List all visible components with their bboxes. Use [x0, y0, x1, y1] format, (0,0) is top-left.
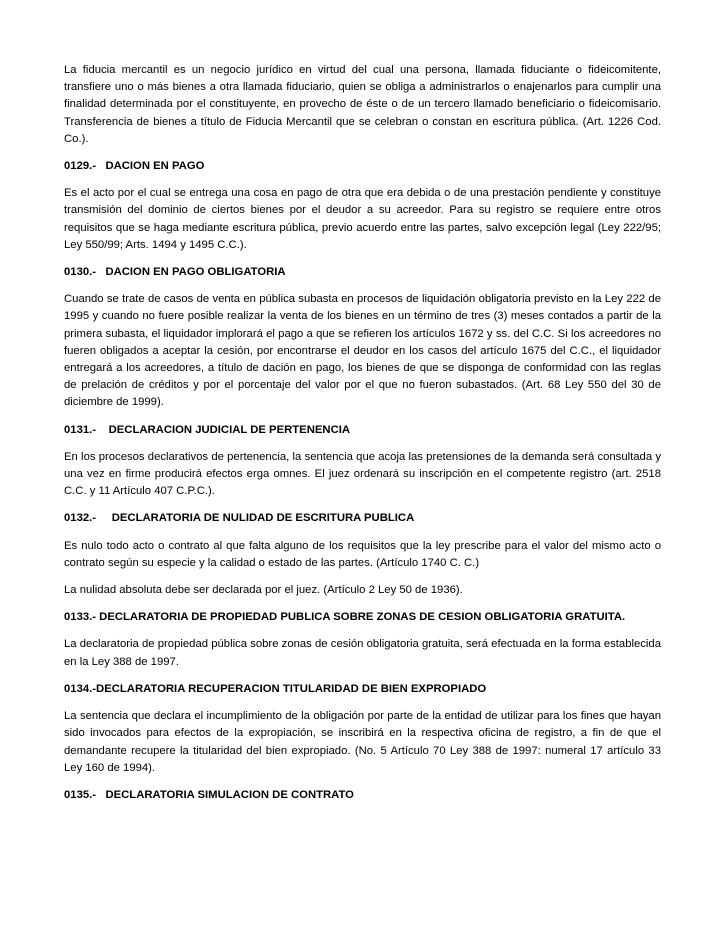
section-heading-0132: 0132.- DECLARATORIA DE NULIDAD DE ESCRITURA PUBLICA: [64, 512, 415, 525]
section-heading-0131: 0131.- DECLARACION JUDICIAL DE PERTENENCIA: [64, 423, 351, 436]
section-paragraph-0134: La sentencia que declara el incumplimiento de la obligación por parte de la entidad de utilizar para los fines que hayan sido invocados para efectos de la expropiación, se inscribirá en la respectiva oficina de registro, a fin de que el demandante recupere la titularidad del bien expropiado. (No. 5 Artículo 70 Ley 388 de 1997: numeral 17 artículo 33 Ley 160 de 1994).: [64, 710, 661, 774]
section-heading-0134: 0134.-DECLARATORIA RECUPERACION TITULARIDAD DE BIEN EXPROPIADO: [64, 682, 487, 695]
document-page: [64, 62, 661, 814]
section-heading-0130: 0130.- DACION EN PAGO OBLIGATORIA: [64, 266, 286, 279]
section-heading-0133: 0133.- DECLARATORIA DE PROPIEDAD PUBLICA SOBRE ZONAS DE CESION OBLIGATORIA GRATUITA.: [64, 611, 626, 624]
section-paragraph-0131: En los procesos declarativos de pertenencia, la sentencia que acoja las pretensiones de la demanda será consultada y una vez en firme producirá efectos erga omnes. El juez ordenará su inscripción en el competente registro (art. 2518 C.C. y 11 Artículo 407 C.P.C.).: [64, 450, 661, 498]
section-paragraph-0132-a: Es nulo todo acto o contrato al que falta alguno de los requisitos que la ley prescribe para el valor del mismo acto o contrato según su especie y la calidad o estado de las partes. (Artículo 1740 C. C.): [64, 539, 661, 569]
section-heading-0135: 0135.- DECLARATORIA SIMULACION DE CONTRATO: [64, 788, 354, 801]
section-paragraph-0130: Cuando se trate de casos de venta en pública subasta en procesos de liquidación obligatoria previsto en la Ley 222 de 1995 y cuando no fuere posible realizar la venta de los bienes en un término de tres (3) meses contados a partir de la primera subasta, el liquidador implorará el pago a que se refieren los artículos 1672 y ss. del C.C. Si los acreedores no fueren obligados a aceptar la cesión, por encontrarse el deudor en los casos del artículo 1675 del C.C., el liquidador entregará a los acreedores, a título de dación en pago, los bienes de que se disponga de conformidad con las reglas de prelación de créditos y por el porcentaje del valor por el que no fueron subastados. (Art. 68 Ley 550 del 30 de diciembre de 1999).: [64, 293, 661, 409]
intro-paragraph: La fiducia mercantil es un negocio jurídico en virtud del cual una persona, llamada fiduciante o fideicomitente, transfiere uno o más bienes a otra llamada fiduciario, quien se obliga a administrarlos o enajenarlos para cumplir una finalidad determinada por el constituyente, en provecho de éste o de un tercero llamado beneficiario o fideicomisario. Transferencia de bienes a título de Fiducia Mercantil que se celebran o constan en escritura pública. (Art. 1226 Cod. Co.).: [64, 64, 661, 145]
section-paragraph-0129: Es el acto por el cual se entrega una cosa en pago de otra que era debida o de una prestación pendiente y constituye transmisión del dominio de ciertos bienes por el deudor a su acreedor. Para su registro se requiere entre otros requisitos que se haga mediante escritura pública, previo acuerdo entre las partes, salvo excepción legal (Ley 222/95; Ley 550/99; Arts. 1494 y 1495 C.C.).: [64, 187, 661, 251]
section-paragraph-0132-b: La nulidad absoluta debe ser declarada por el juez. (Artículo 2 Ley 50 de 1936).: [64, 584, 463, 597]
section-heading-0129: 0129.- DACION EN PAGO: [64, 160, 205, 173]
section-paragraph-0133: La declaratoria de propiedad pública sobre zonas de cesión obligatoria gratuita, será efectuada en la forma establecida en la Ley 388 de 1997.: [64, 638, 661, 668]
